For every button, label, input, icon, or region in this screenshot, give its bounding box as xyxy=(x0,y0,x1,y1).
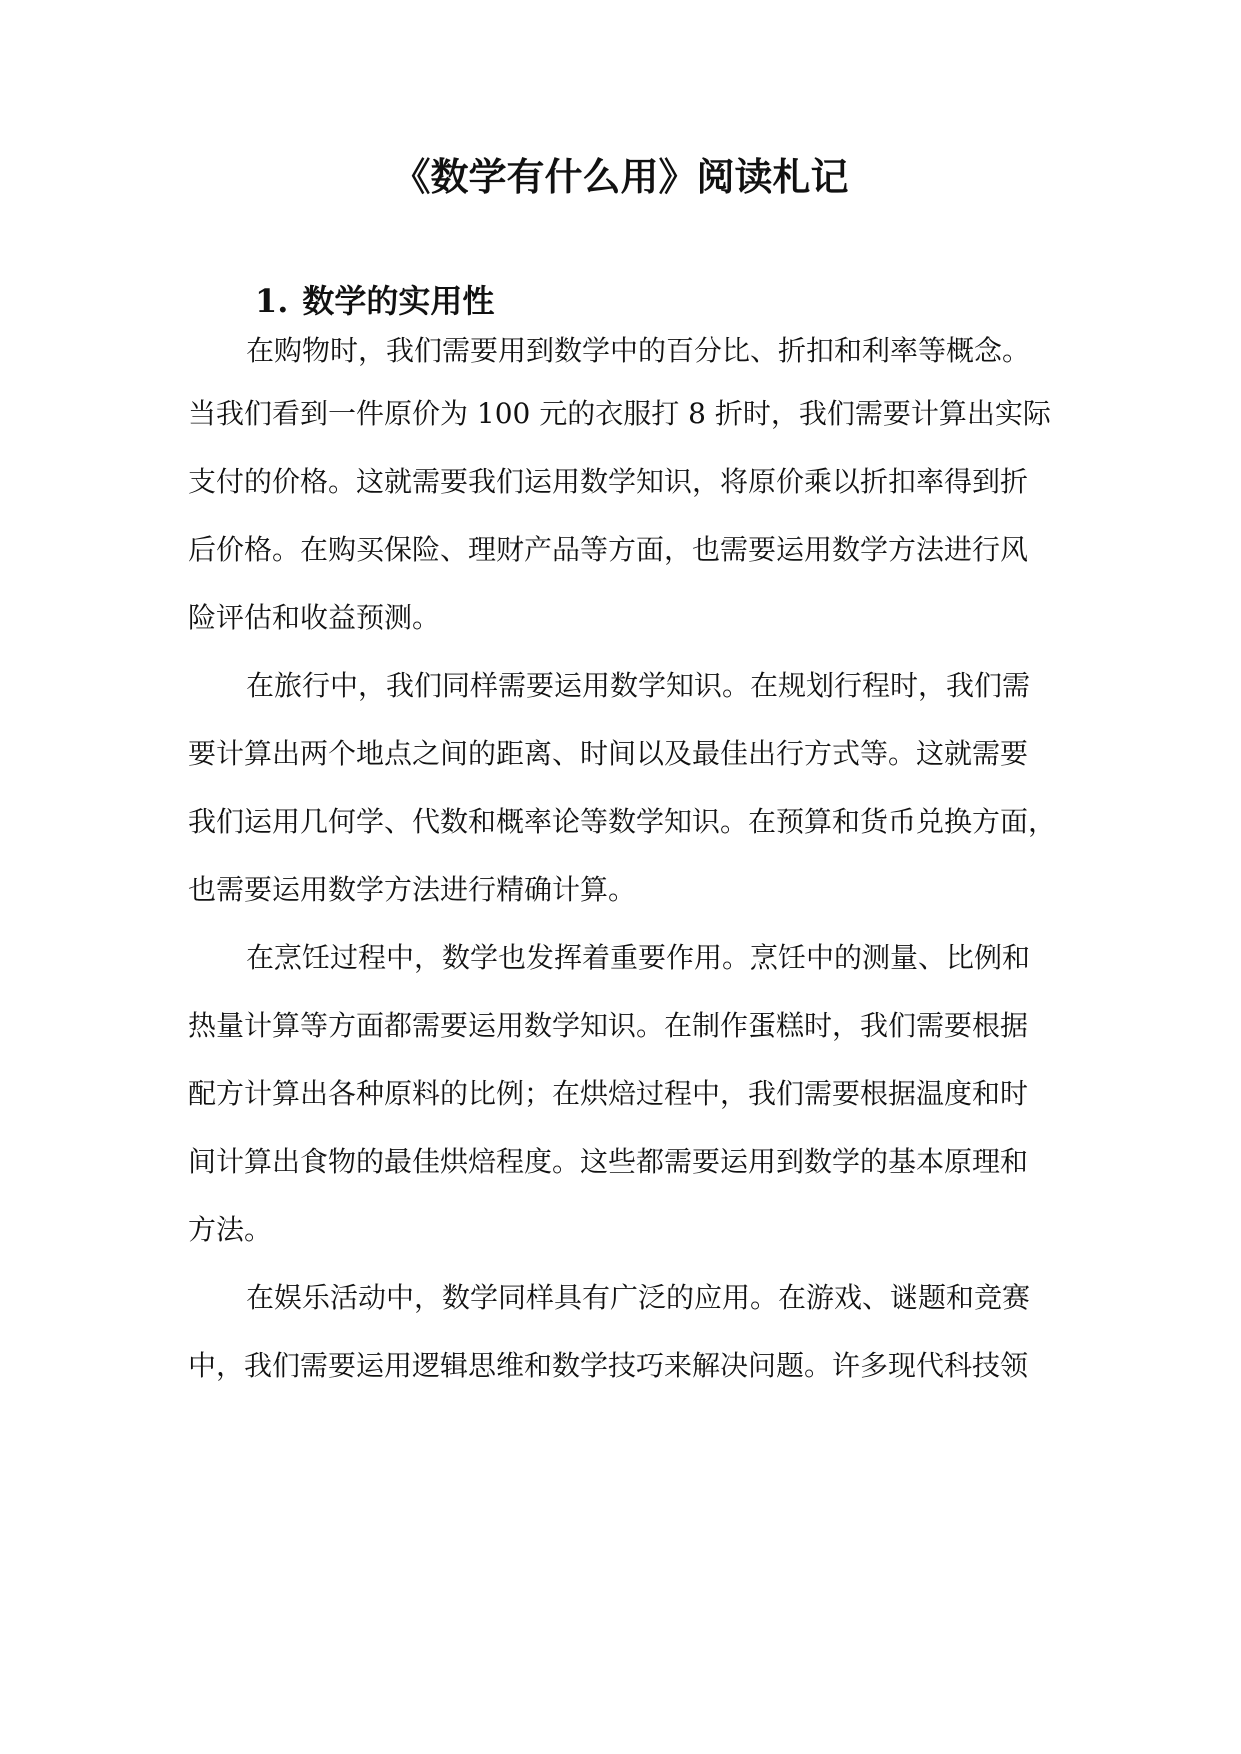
paragraph-line: 在娱乐活动中，数学同样具有广泛的应用。在游戏、谜题和竞赛 xyxy=(246,1281,1031,1314)
paragraph-line: 中，我们需要运用逻辑思维和数学技巧来解决问题。许多现代科技领 xyxy=(188,1349,1029,1382)
paragraph-line: 在购物时，我们需要用到数学中的百分比、折扣和利率等概念。 xyxy=(246,334,1031,367)
document-title: 《数学有什么用》阅读札记 xyxy=(392,154,849,199)
paragraph-line: 后价格。在购买保险、理财产品等方面，也需要运用数学方法进行风 xyxy=(188,533,1029,566)
paragraph-line: 间计算出食物的最佳烘焙程度。这些都需要运用到数学的基本原理和 xyxy=(188,1145,1029,1178)
paragraph-line: 要计算出两个地点之间的距离、时间以及最佳出行方式等。这就需要 xyxy=(188,737,1029,770)
paragraph-line: 我们运用几何学、代数和概率论等数学知识。在预算和货币兑换方面， xyxy=(188,805,1057,838)
paragraph-line: 支付的价格。这就需要我们运用数学知识，将原价乘以折扣率得到折 xyxy=(188,465,1029,498)
section-heading xyxy=(255,277,494,325)
paragraph-line: 方法。 xyxy=(188,1213,273,1246)
paragraph-line: 当我们看到一件原价为 100 元的衣服打 8 折时，我们需要计算出实际 xyxy=(188,397,1051,430)
section-title: 数学的实用性 xyxy=(302,282,495,320)
paragraph-line: 热量计算等方面都需要运用数学知识。在制作蛋糕时，我们需要根据 xyxy=(188,1009,1029,1042)
paragraph-line: 也需要运用数学方法进行精确计算。 xyxy=(188,873,637,906)
paragraph-line: 在旅行中，我们同样需要运用数学知识。在规划行程时，我们需 xyxy=(246,669,1031,702)
paragraph-line: 配方计算出各种原料的比例；在烘焙过程中，我们需要根据温度和时 xyxy=(188,1077,1029,1110)
paragraph-line: 险评估和收益预测。 xyxy=(188,601,441,634)
section-number: 1. xyxy=(255,282,289,320)
paragraph-line: 在烹饪过程中，数学也发挥着重要作用。烹饪中的测量、比例和 xyxy=(246,941,1031,974)
